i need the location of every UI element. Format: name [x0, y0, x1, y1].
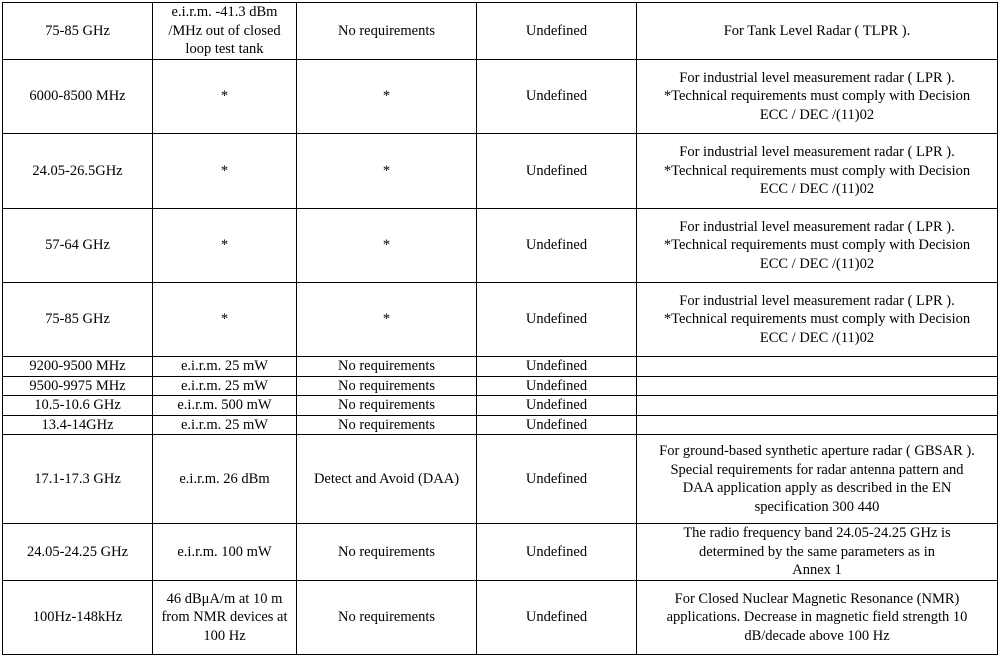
power-limit-cell-line: 100 Hz [203, 627, 246, 644]
table-row [3, 435, 998, 524]
power-limit-cell [153, 376, 297, 396]
mitigation-cell: No requirements [297, 396, 477, 416]
notes-cell-line: For Tank Level Radar ( TLPR ). [723, 22, 911, 39]
power-limit-cell-line: /MHz out of closed [168, 22, 281, 39]
notes-cell-line: ECC / DEC /(11)02 [759, 106, 875, 123]
mitigation-cell: * [297, 134, 477, 209]
notes-cell-line: *Technical requirements must comply with Decision [663, 237, 971, 254]
notes-cell [637, 60, 998, 134]
notes-cell [637, 209, 998, 283]
notes-cell [637, 283, 998, 357]
notes-cell [637, 376, 998, 396]
notes-cell [637, 357, 998, 377]
notes-cell-line: Special requirements for radar antenna pattern and [670, 461, 964, 478]
power-limit-cell [153, 396, 297, 416]
power-limit-cell-line: * [220, 311, 229, 328]
channel-cell: Undefined [477, 415, 637, 435]
power-limit-cell [153, 581, 297, 655]
power-limit-cell [153, 3, 297, 60]
power-limit-cell-line: e.i.r.m. 25 mW [181, 358, 268, 374]
mitigation-cell: * [297, 209, 477, 283]
power-limit-cell-line: loop test tank [185, 41, 264, 58]
channel-cell: Undefined [477, 3, 637, 60]
frequency-cell: 9200-9500 MHz [3, 357, 153, 377]
notes-cell [637, 415, 998, 435]
notes-cell-line: ECC / DEC /(11)02 [759, 181, 875, 198]
frequency-cell: 100Hz-148kHz [3, 581, 153, 655]
frequency-cell: 10.5-10.6 GHz [3, 396, 153, 416]
regulation-table-body [3, 3, 998, 655]
power-limit-cell [153, 60, 297, 134]
notes-cell-line: The radio frequency band 24.05-24.25 GHz is [683, 525, 951, 542]
table-row [3, 376, 998, 396]
notes-cell-line: For industrial level measurement radar ( LPR ). [679, 292, 955, 309]
mitigation-cell: No requirements [297, 524, 477, 581]
channel-cell: Undefined [477, 60, 637, 134]
notes-cell-line: ECC / DEC /(11)02 [759, 255, 875, 272]
notes-cell-line: DAA application apply as described in the EN [682, 480, 952, 496]
power-limit-cell-line: 46 dBμA/m at 10 m [166, 590, 283, 607]
channel-cell: Undefined [477, 283, 637, 357]
notes-cell-line: ECC / DEC /(11)02 [759, 329, 875, 346]
frequency-cell: 75-85 GHz [3, 283, 153, 357]
channel-cell: Undefined [477, 357, 637, 377]
notes-cell-line: determined by the same parameters as in [699, 543, 935, 560]
frequency-cell: 6000-8500 MHz [3, 60, 153, 134]
mitigation-cell: * [297, 283, 477, 357]
power-limit-cell-line: e.i.r.m. -41.3 dBm [171, 4, 278, 21]
frequency-cell: 17.1-17.3 GHz [3, 435, 153, 524]
table-row [3, 396, 998, 416]
channel-cell: Undefined [477, 209, 637, 283]
notes-cell-line: dB/decade above 100 Hz [744, 627, 890, 644]
notes-cell-line: For ground-based synthetic aperture radar ( GBSAR ). [659, 443, 975, 459]
notes-cell [637, 396, 998, 416]
notes-cell-line: applications. Decrease in magnetic field strength 10 [666, 609, 968, 626]
notes-cell-line: For industrial level measurement radar ( LPR ). [679, 144, 955, 161]
notes-cell-line: specification 300 440 [754, 498, 880, 515]
notes-cell-line: For industrial level measurement radar ( LPR ). [679, 69, 955, 86]
table-row [3, 415, 998, 435]
power-limit-cell [153, 283, 297, 357]
power-limit-cell [153, 524, 297, 581]
table-row [3, 60, 998, 134]
frequency-cell: 24.05-24.25 GHz [3, 524, 153, 581]
table-row [3, 3, 998, 60]
notes-cell [637, 435, 998, 524]
mitigation-cell: * [297, 60, 477, 134]
mitigation-cell: No requirements [297, 3, 477, 60]
power-limit-cell [153, 435, 297, 524]
table-row [3, 134, 998, 209]
notes-cell-line: *Technical requirements must comply with Decision [663, 88, 971, 105]
power-limit-cell-line: e.i.r.m. 500 mW [177, 397, 272, 413]
mitigation-cell: No requirements [297, 376, 477, 396]
power-limit-cell-line: e.i.r.m. 100 mW [177, 543, 272, 560]
frequency-cell: 13.4-14GHz [3, 415, 153, 435]
mitigation-cell: No requirements [297, 581, 477, 655]
channel-cell: Undefined [477, 396, 637, 416]
regulation-table [2, 2, 998, 655]
mitigation-cell: No requirements [297, 357, 477, 377]
notes-cell-line: Annex 1 [792, 562, 842, 579]
table-row [3, 283, 998, 357]
power-limit-cell [153, 134, 297, 209]
frequency-cell: 9500-9975 MHz [3, 376, 153, 396]
notes-cell [637, 134, 998, 209]
power-limit-cell [153, 209, 297, 283]
channel-cell: Undefined [477, 376, 637, 396]
notes-cell-line: *Technical requirements must comply with Decision [663, 311, 971, 328]
frequency-cell: 24.05-26.5GHz [3, 134, 153, 209]
power-limit-cell [153, 415, 297, 435]
notes-cell-line: *Technical requirements must comply with Decision [663, 162, 971, 179]
power-limit-cell-line: from NMR devices at [161, 609, 288, 626]
channel-cell: Undefined [477, 435, 637, 524]
power-limit-cell-line: * [220, 162, 229, 179]
power-limit-cell-line: e.i.r.m. 25 mW [181, 377, 268, 394]
frequency-cell: 57-64 GHz [3, 209, 153, 283]
power-limit-cell-line: e.i.r.m. 25 mW [181, 416, 268, 433]
notes-cell [637, 3, 998, 60]
channel-cell: Undefined [477, 134, 637, 209]
power-limit-cell-line: * [220, 237, 229, 254]
notes-cell [637, 581, 998, 655]
table-row [3, 209, 998, 283]
mitigation-cell: No requirements [297, 415, 477, 435]
table-row [3, 357, 998, 377]
notes-cell [637, 524, 998, 581]
channel-cell: Undefined [477, 581, 637, 655]
power-limit-cell-line: * [220, 88, 229, 105]
notes-cell-line: For industrial level measurement radar ( LPR ). [679, 218, 955, 235]
frequency-cell: 75-85 GHz [3, 3, 153, 60]
mitigation-cell: Detect and Avoid (DAA) [297, 435, 477, 524]
channel-cell: Undefined [477, 524, 637, 581]
table-row [3, 524, 998, 581]
power-limit-cell-line: e.i.r.m. 26 dBm [179, 470, 270, 487]
table-row [3, 581, 998, 655]
notes-cell-line: For Closed Nuclear Magnetic Resonance (NMR) [674, 590, 960, 607]
power-limit-cell [153, 357, 297, 377]
